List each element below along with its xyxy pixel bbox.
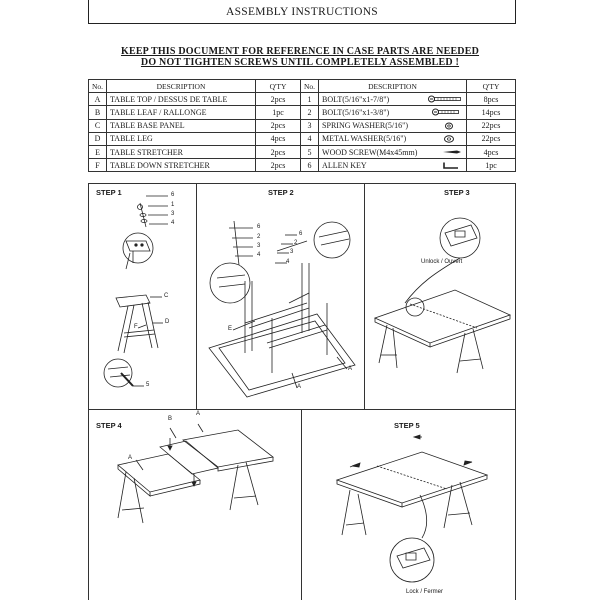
step2-label: STEP 2 bbox=[268, 188, 294, 197]
step2-illustration bbox=[197, 183, 364, 409]
part-description: TABLE LEAF / RALLONGE bbox=[107, 106, 256, 119]
table-row bbox=[89, 132, 516, 145]
header-description-hardware: DESCRIPTION bbox=[319, 80, 467, 93]
part-qty: 2pcs bbox=[255, 159, 300, 172]
header-qty-hardware: Q'TY bbox=[467, 80, 516, 93]
hardware-qty: 22pcs bbox=[467, 132, 516, 145]
part-no: A bbox=[89, 93, 107, 106]
step2-callout: 3 bbox=[257, 243, 261, 249]
hardware-qty: 8pcs bbox=[467, 93, 516, 106]
part-description: TABLE TOP / DESSUS DE TABLE bbox=[107, 93, 256, 106]
hardware-qty: 4pcs bbox=[467, 145, 516, 158]
part-no: D bbox=[89, 132, 107, 145]
part-qty: 2pcs bbox=[255, 93, 300, 106]
wood-screw-icon bbox=[442, 148, 462, 156]
step2-callout: A bbox=[297, 384, 302, 390]
step4-illustration bbox=[88, 410, 301, 600]
bolt-long-icon bbox=[428, 95, 462, 103]
hardware-no: 5 bbox=[301, 145, 319, 158]
part-qty: 2pcs bbox=[255, 119, 300, 132]
hardware-no: 4 bbox=[301, 132, 319, 145]
step4-callout: A bbox=[196, 411, 201, 417]
step1-callout: 1 bbox=[171, 202, 175, 208]
hardware-qty: 14pcs bbox=[467, 106, 516, 119]
step2-callout: E bbox=[228, 326, 233, 332]
step1-callout: C bbox=[164, 293, 169, 299]
step2-callout: A bbox=[348, 366, 353, 372]
hardware-cell bbox=[319, 93, 467, 106]
step1-callout: 3 bbox=[171, 211, 175, 217]
part-no: B bbox=[89, 106, 107, 119]
step1-callout: 6 bbox=[171, 192, 175, 198]
hardware-cell bbox=[319, 145, 467, 158]
hardware-description: SPRING WASHER(5/16") bbox=[322, 121, 409, 131]
part-no: E bbox=[89, 145, 107, 158]
document-title: ASSEMBLY INSTRUCTIONS bbox=[88, 0, 516, 24]
step4-callout: A bbox=[128, 455, 133, 461]
header-description: DESCRIPTION bbox=[107, 80, 256, 93]
step2-callout: 2 bbox=[294, 240, 298, 246]
hardware-qty: 1pc bbox=[467, 159, 516, 172]
step2-callout: 4 bbox=[286, 259, 290, 265]
table-row bbox=[89, 119, 516, 132]
step1-callout: 4 bbox=[171, 220, 175, 226]
hardware-description: ALLEN KEY bbox=[322, 160, 367, 170]
step1-callout: D bbox=[165, 319, 170, 325]
part-qty: 2pcs bbox=[255, 145, 300, 158]
hardware-description: BOLT(5/16"x1-3/8") bbox=[322, 107, 390, 117]
part-description: TABLE DOWN STRETCHER bbox=[107, 159, 256, 172]
step3-illustration bbox=[365, 183, 515, 409]
hardware-cell bbox=[319, 132, 467, 145]
grid-border-right bbox=[515, 183, 516, 600]
hardware-cell bbox=[319, 106, 467, 119]
table-row bbox=[89, 159, 516, 172]
step5-illustration bbox=[302, 410, 515, 600]
step5-note: Lock / Fermer bbox=[406, 589, 444, 595]
step2-callout: 2 bbox=[257, 234, 261, 240]
part-description: TABLE LEG bbox=[107, 132, 256, 145]
parts-table bbox=[88, 79, 516, 172]
hardware-no: 3 bbox=[301, 119, 319, 132]
hardware-no: 6 bbox=[301, 159, 319, 172]
hardware-cell bbox=[319, 159, 467, 172]
part-qty: 1pc bbox=[255, 106, 300, 119]
hardware-qty: 22pcs bbox=[467, 119, 516, 132]
spring-washer-icon bbox=[440, 122, 462, 130]
hardware-description: WOOD SCREW(M4x45mm) bbox=[322, 147, 418, 157]
header-qty: Q'TY bbox=[255, 80, 300, 93]
step1-label: STEP 1 bbox=[96, 188, 122, 197]
hardware-no: 1 bbox=[301, 93, 319, 106]
step2-callout: 4 bbox=[257, 252, 261, 258]
table-row bbox=[89, 93, 516, 106]
part-no: C bbox=[89, 119, 107, 132]
table-row bbox=[89, 106, 516, 119]
part-description: TABLE STRETCHER bbox=[107, 145, 256, 158]
warning-keep-document: KEEP THIS DOCUMENT FOR REFERENCE IN CASE PARTS ARE NEEDED bbox=[120, 46, 480, 57]
step1-illustration bbox=[88, 183, 196, 409]
step5-label: STEP 5 bbox=[394, 421, 420, 430]
warning-do-not-tighten: DO NOT TIGHTEN SCREWS UNTIL COMPLETELY ASSEMBLED ! bbox=[140, 57, 460, 68]
metal-washer-icon bbox=[440, 135, 462, 143]
header-no: No. bbox=[89, 80, 107, 93]
hardware-cell bbox=[319, 119, 467, 132]
table-row bbox=[89, 145, 516, 158]
header-no-hardware: No. bbox=[301, 80, 319, 93]
step3-label: STEP 3 bbox=[444, 188, 470, 197]
part-no: F bbox=[89, 159, 107, 172]
step2-callout: 6 bbox=[299, 231, 303, 237]
step4-callout: B bbox=[168, 416, 173, 422]
step1-callout: F bbox=[134, 324, 138, 330]
hardware-no: 2 bbox=[301, 106, 319, 119]
allen-key-icon bbox=[442, 161, 462, 170]
hardware-description: METAL WASHER(5/16") bbox=[322, 134, 407, 144]
part-description: TABLE BASE PANEL bbox=[107, 119, 256, 132]
parts-table-header bbox=[89, 80, 516, 93]
step4-label: STEP 4 bbox=[96, 421, 122, 430]
step2-callout: 3 bbox=[290, 249, 294, 255]
part-qty: 4pcs bbox=[255, 132, 300, 145]
hardware-description: BOLT(5/16"x1-7/8") bbox=[322, 94, 390, 104]
step2-callout: 6 bbox=[257, 224, 261, 230]
steps-grid bbox=[88, 183, 516, 600]
step3-note: Unlock / Ouvert bbox=[421, 259, 463, 265]
bolt-short-icon bbox=[432, 108, 462, 116]
step1-callout: 5 bbox=[146, 382, 150, 388]
